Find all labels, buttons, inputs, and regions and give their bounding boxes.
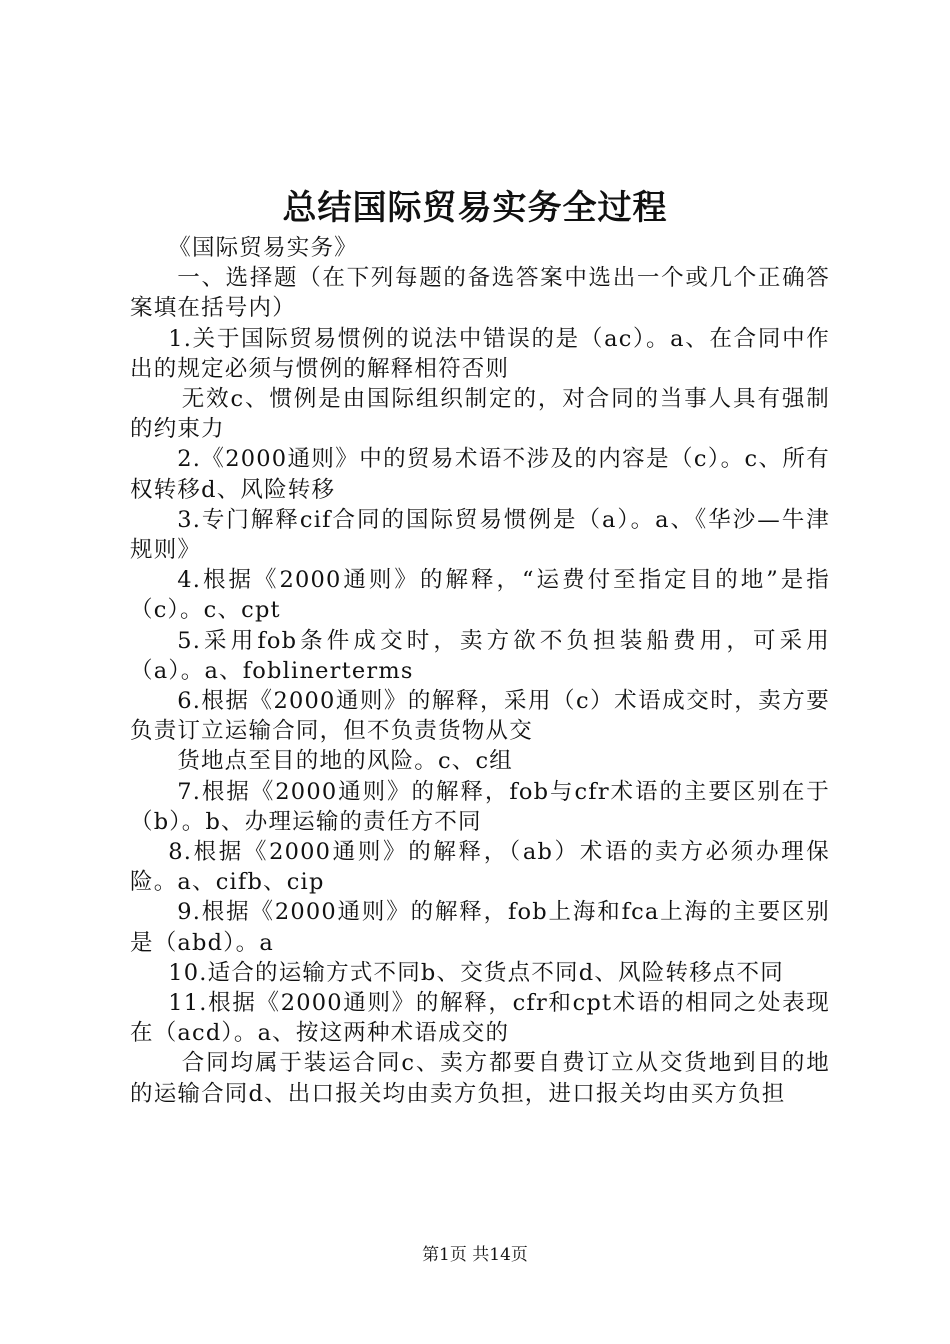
paragraph: 6.根据《2000通则》的解释，采用（c）术语成交时，卖方要负责订立运输合同，但不负责货物从交 [130, 688, 830, 745]
paragraph: 一、选择题（在下列每题的备选答案中选出一个或几个正确答案填在括号内） [130, 265, 830, 322]
paragraph: 无效c、惯例是由国际组织制定的，对合同的当事人具有强制的约束力 [130, 386, 830, 443]
paragraph: 4.根据《2000通则》的解释，“运费付至指定目的地”是指（c）。c、cpt [130, 567, 830, 624]
page-number-footer: 第1页 共14页 [422, 1245, 528, 1265]
paragraph: 合同均属于装运合同c、卖方都要自费订立从交货地到目的地的运输合同d、出口报关均由卖方负担，进口报关均由买方负担 [130, 1050, 830, 1107]
paragraph: 5.采用fob条件成交时，卖方欲不负担装船费用，可采用（a）。a、foblinerterms [130, 627, 830, 684]
paragraph: 11.根据《2000通则》的解释，cfr和cpt术语的相同之处表现在（acd）。a、按这两种术语成交的 [130, 990, 830, 1047]
paragraph: 《国际贸易实务》 [168, 235, 358, 261]
paragraph: 货地点至目的地的风险。c、c组 [177, 748, 513, 775]
paragraph: 1.关于国际贸易惯例的说法中错误的是（ac）。a、在合同中作出的规定必须与惯例的解释相符否则 [130, 325, 830, 382]
paragraph: 3.专门解释cif合同的国际贸易惯例是（a）。a、《华沙—牛津规则》 [130, 506, 830, 564]
document-body [130, 233, 830, 1109]
paragraph: 9.根据《2000通则》的解释，fob上海和fca上海的主要区别是（abd）。a [130, 899, 830, 956]
paragraph: 8.根据《2000通则》的解释，（ab）术语的卖方必须办理保险。a、cifb、cip [130, 839, 830, 896]
paragraph: 7.根据《2000通则》的解释，fob与cfr术语的主要区别在于（b）。b、办理运输的责任方不同 [130, 778, 830, 835]
paragraph: 10.适合的运输方式不同b、交货点不同d、风险转移点不同 [168, 959, 784, 986]
paragraph: 2.《2000通则》中的贸易术语不涉及的内容是（c）。c、所有权转移d、风险转移 [130, 446, 830, 503]
document-title: 总结国际贸易实务全过程 [282, 188, 668, 228]
